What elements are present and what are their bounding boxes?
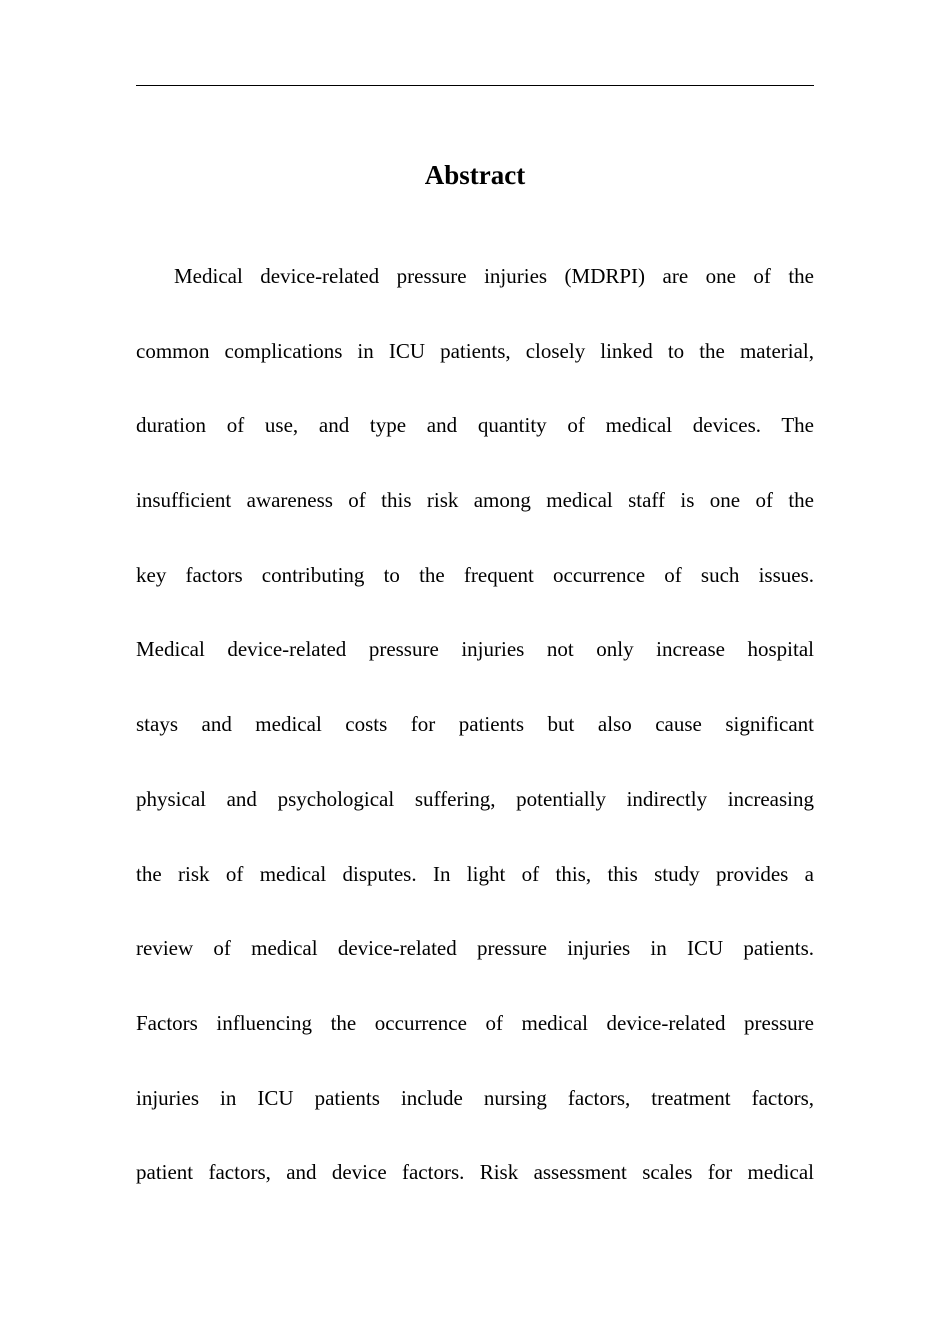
abstract-line: patient factors, and device factors. Risk assessment scales for medical [136, 1160, 814, 1185]
page-title: Abstract [424, 160, 526, 190]
abstract-line: stays and medical costs for patients but also cause significant [136, 712, 814, 737]
abstract-line: injuries in ICU patients include nursing factors, treatment factors, [136, 1085, 814, 1110]
abstract-line: common complications in ICU patients, closely linked to the material, [136, 338, 814, 363]
abstract-line: Medical device-related pressure injuries (MDRPI) are one of the [174, 264, 814, 288]
abstract-line: key factors contributing to the frequent occurrence of such issues. [136, 562, 814, 587]
abstract-line: Factors influencing the occurrence of medical device-related pressure [136, 1010, 814, 1035]
abstract-body [136, 258, 814, 1229]
header-rule [136, 85, 814, 86]
abstract-line: review of medical device-related pressure injuries in ICU patients. [136, 936, 814, 961]
abstract-line: the risk of medical disputes. In light of this, this study provides a [136, 861, 814, 886]
abstract-line: duration of use, and type and quantity of medical devices. The [136, 413, 814, 438]
abstract-line: Medical device-related pressure injuries not only increase hospital [136, 637, 814, 662]
abstract-line: insufficient awareness of this risk among medical staff is one of the [136, 488, 814, 513]
abstract-line: physical and psychological suffering, potentially indirectly increasing [136, 786, 814, 811]
